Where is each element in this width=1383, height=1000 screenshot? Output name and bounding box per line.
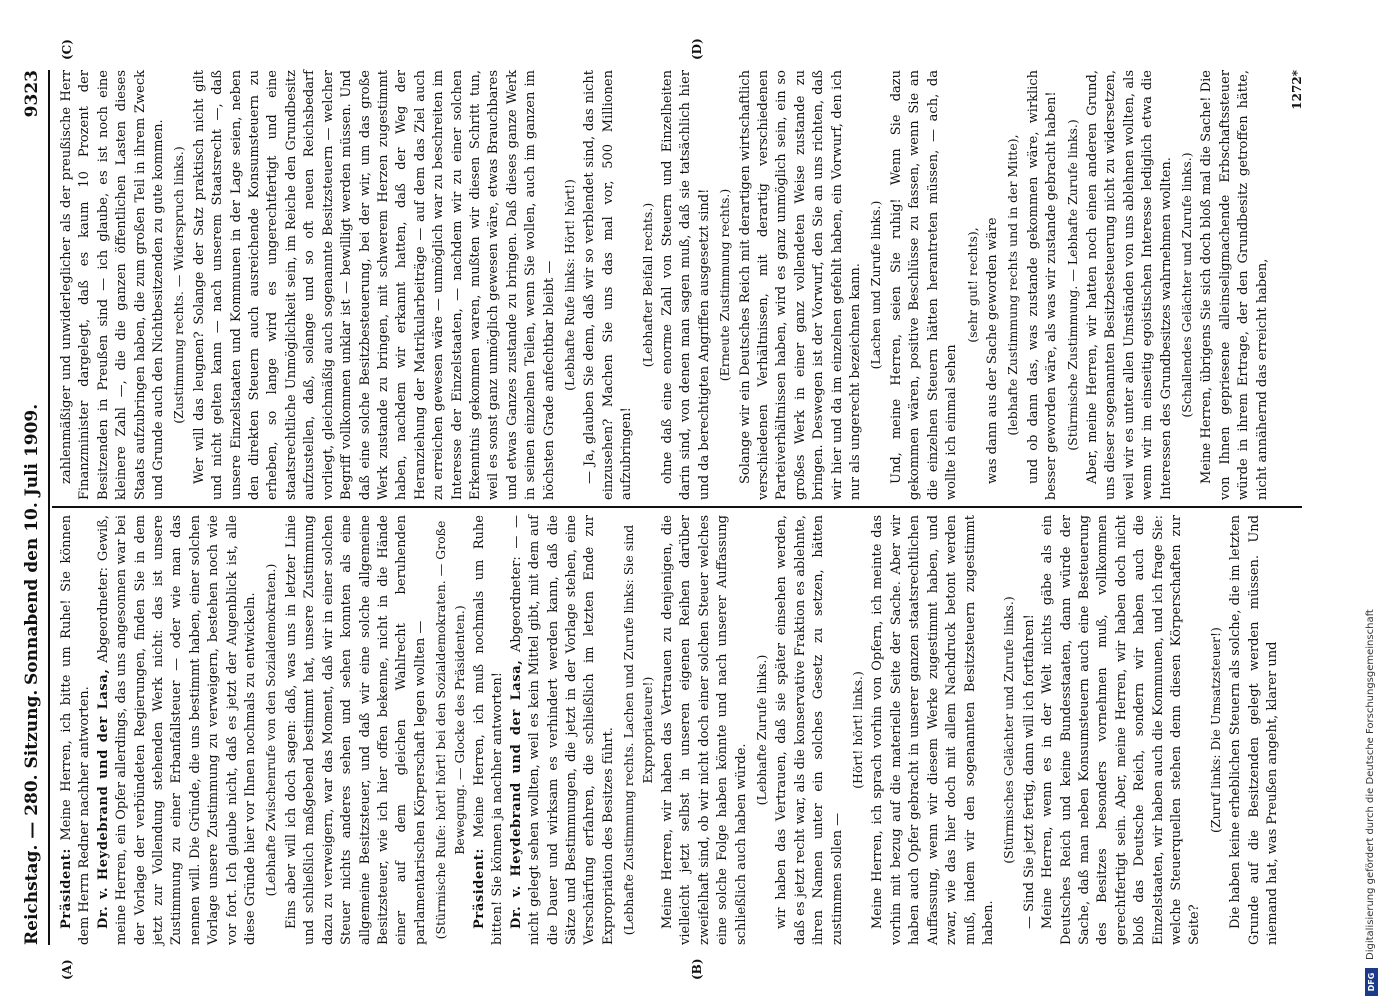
paragraph [581, 70, 636, 500]
paragraph [869, 515, 998, 945]
interjection [1000, 515, 1018, 945]
speaker-name: Präsident: [59, 848, 74, 929]
paragraph [737, 70, 866, 500]
paragraph-text: Abgeordneter: Gewiß, meine Herren, ein Opfer allerdings, das uns angesonnen war bei der Vorlage der verbündeten Regierungen, finden Sie in dem jetzt zur Vollendung stehenden Werk nicht: das ist unsere Zustimmung zu einer Erbanfallsteuer — oder wie man das nennen will. Die Gründe, die uns bestimmt haben, einer solchen Vorlage unsere Zustimmung zu verweigern, bestehen noch wie vor fort. Ich glaube nicht, daß es jetzt der Augenblick ist, alle diese Gründe hier vor Ihnen nochmals zu entwickeln. [95, 515, 259, 945]
paragraph-text: (Lebhafte Rufe links: Hört! hört!) [561, 179, 577, 391]
paragraph [58, 515, 95, 945]
paragraph-text: (Lebhafte Zustimmung rechts. Lachen und Zurufe links: Sie sind Expropriateure!) [621, 524, 655, 936]
paragraph-text: — Sind Sie jetzt fertig, dann will ich fortfahren! [1021, 614, 1037, 929]
paragraph-text: (lebhafte Zustimmung rechts und in der Mitte), [1005, 134, 1021, 436]
paragraph-text: (Zuruf links: Die Umsatzsteuer!) [1207, 627, 1223, 833]
interjection [620, 515, 657, 945]
paragraph-text: (Erneute Zustimmung rechts.) [717, 188, 733, 382]
paragraph-text: Meine Herren, ich sprach vorhin von Opfern, ich meinte das vorhin mit bezug auf die materielle Seite der Sache. Aber wir haben auch Opfer gebracht in unserer ganzen staatsrechtlichen Auffassung, wenn wir diesem Werke zugestimmt haben, und zwar, wie das hier doch mit allem Nachdruck betont werden muß, indem wir den sogenannten Besitzsteuern zugestimmt haben. [870, 515, 996, 945]
paragraph-text: (Lebhafter Beifall rechts.) [639, 202, 655, 368]
paragraph [58, 70, 168, 500]
margin-mark-b: (B) [690, 958, 704, 980]
paragraph [508, 515, 618, 945]
interjection [561, 70, 579, 500]
paragraph [1039, 515, 1205, 945]
paragraph [471, 515, 508, 945]
interjection [170, 70, 188, 500]
interjection [432, 515, 469, 945]
paragraph [888, 70, 962, 500]
paragraph [1227, 515, 1282, 945]
interjection [1064, 70, 1082, 500]
digitization-footer [1362, 0, 1382, 1000]
paragraph [773, 515, 847, 945]
paragraph-text: zahlenmäßiger und unwiderleglicher als der preußische Herr Finanzminister dargelegt, daß es kaum 10 Prozent der Besitzenden in Preußen sind — ich glaube, es ist noch eine kleinere Zahl —, die die ganzen öffentlichen Lasten dieses Staats aufzubringen haben, die zum großen Teil in ihrem Zweck und Grunde auch den Nichtbesitzenden zu gute kommen. [59, 70, 167, 500]
paragraph-text: (sehr gut! rechts), [964, 227, 980, 343]
interjection [867, 70, 885, 500]
paragraph-text: (Hört! hört! links.) [850, 671, 866, 789]
paragraph-text: Meine Herren, übrigens Sie sich doch bloß mal die Sache! Die von Ihnen gepriesene alleinseligmachende Erbschaftssteuer würde in ihrem Ertrage, der den Grundbesitz getroffen hätte, nicht annähernd das erreicht haben, [1199, 70, 1270, 500]
paragraph [1021, 515, 1039, 945]
paragraph-text: Meine Herren, ich muß nochmals um Ruhe bitten! Sie können ja nachher antworten! [471, 515, 506, 945]
paragraph-text: — Ja, glauben Sie denn, daß wir so verblendet sind, das nicht einzusehen? Machen Sie uns das mal vor, 500 Millionen aufzubringen! [582, 70, 635, 500]
paragraph-text: was dann aus der Sache geworden wäre [984, 217, 1000, 484]
paragraph-text: ohne daß eine enorme Zahl von Steuern und Einzelheiten darin sind, von denen man sagen muß, daß sie tatsächlich hier und da berechtigten Angriffen ausgesetzt sind! [660, 70, 712, 500]
interjection [964, 70, 982, 500]
page-number: 9323 [22, 70, 42, 118]
paragraph-text: Aber, meine Herren, wir hatten noch einen anderen Grund, uns dieser sogenannten Besitzbesteuerung nicht zu widersetzen, weil wir es unter allen Umständen von uns ablehnen wollten, als wenn wir im einseitig egoistischen Interesse lediglich etwa die Interessen des Grundbesitzes wahrnehmen wollten. [1084, 70, 1174, 500]
header-left: Reichstag. — 280. Sitzung. [22, 689, 42, 945]
interjection [753, 515, 771, 945]
paragraph [95, 515, 261, 945]
page-header [18, 70, 50, 945]
paragraph-text: (Lebhafte Zwischenrufe von den Sozialdemokraten.) [263, 563, 279, 897]
left-column [58, 515, 1318, 945]
paragraph-text: Wer will das leugnen? Solange der Satz praktisch nicht gilt und nicht gelten kann — nach unserem Staatsrecht —, daß unsere Einzelstaaten und Kommunen in der Lage seien, neben den direkten Steuern auch ausreichende Konsumsteuern zu erheben, so lange wird es ungerechtfertigt und eine staatsrechtliche Unmöglichkeit sein, im Reiche den Grundbesitz aufzustellen, daß, solange und so oft neuen Reichsbedarf vorliegt, gleichmäßig auch sogenannte Besitzsteuern — welcher Begriff vollkommen unklar ist — bewilligt werden müssen. Und daß eine solche Besitzbesteuerung, bei der wir, um das große Werk zustande zu bringen, mit schwerem Herzen zugestimmt haben, nachdem wir erkannt hatten, daß der Weg der Heranziehung der Matrikularbeiträge — auf dem das Ziel auch zu erreichen gewesen wäre — unmöglich war zu beschreiten im Interesse der Einzelstaaten, — nachdem wir zu einer solchen Erkenntnis gekommen waren, mußten wir diesen Schritt tun, weil es sonst ganz unmöglich gewesen wäre, etwas Brauchbares und etwas Ganzes zustande zu bringen. Daß dieses ganze Werk in seinen einzelnen Teilen, wenn Sie wollen, auch im ganzen im höchsten Grade anfechtbar bleibt — [191, 70, 557, 500]
margin-mark-d: (D) [690, 38, 704, 60]
paragraph-text: (Stürmische Zustimmung. — Lebhafte Zurufe links.) [1064, 119, 1080, 451]
paragraph-text: (Zustimmung rechts. — Widerspruch links.) [171, 146, 187, 424]
paragraph [283, 515, 430, 945]
interjection [849, 515, 867, 945]
paragraph-text: (Stürmisches Gelächter und Zurufe links.) [1001, 596, 1017, 864]
interjection [262, 515, 280, 945]
interjection [1207, 515, 1225, 945]
margin-mark-c: (C) [60, 39, 74, 60]
paragraph-text: (Lachen und Zurufe links.) [868, 200, 884, 370]
paragraph-text: (Schallendes Gelächter und Zurufe links.) [1178, 152, 1194, 418]
dfg-logo: DFG [1365, 968, 1378, 996]
paragraph [1198, 70, 1272, 500]
paragraph-text: Meine Herren, wenn es in der Welt nichts gäbe als ein Deutsches Reich und keine Bundesstaaten, dann würde der Sache, daß man neben Konsumsteuern auch eine Besteuerung des Besitzes besonders vornehmen muß, vollkommen gerechtfertigt sein. Aber, meine Herren, wir haben doch nicht bloß das Deutsche Reich, sondern wir haben auch die Einzelstaaten, wir haben auch die Kommunen, und ich frage Sie: welche Steuerquellen stehen denn diesen Körperschaften zur Seite? [1040, 515, 1203, 945]
right-column [58, 70, 1318, 500]
paragraph-text: Meine Herren, wir haben das Vertrauen zu denjenigen, die vielleicht jetzt selbst in unseren eigenen Reihen darüber zweifelhaft sind, ob wir nicht doch einer solchen Steuer welches eine solche Folge haben könnte und nach unserer Auffassung schließlich auch haben würde. [660, 515, 749, 945]
sheet-signature: 1272* [1290, 70, 1304, 110]
paragraph-text: wir haben das Vertrauen, daß sie später einsehen werden, daß es jetzt recht war, als die konservative Fraktion es ablehnte, ihren Namen unter ein solches Gesetz zu setzen, hätten zustimmen sollen — [774, 515, 845, 945]
paragraph-text: Die haben keine erheblichen Steuern als solche, die im letzten Grunde auf die Besitzenden gelegt werden müssen. Und niemand hat, was Preußen angeht, klarer und [1228, 515, 1280, 945]
header-center: Sonnabend den 10. Juli 1909. [22, 403, 42, 685]
footer-credit: Digitalisierung gefördert durch die Deutsche Forschungsgemeinschaft [1365, 609, 1376, 960]
interjection [1178, 70, 1196, 500]
paragraph [1084, 70, 1176, 500]
column-divider [52, 506, 1302, 508]
speaker-name: Präsident: [471, 848, 487, 929]
paragraph-text: Abgeordneter: — — nicht gelegt sehen wollten, weil es kein Mittel gibt, mit dem auf die Dauer und wirksam es verhindert werden kann, daß die Sätze und Bestimmungen, die jetzt in der Vorlage stehen, eine Verschärfung erfahren, die schließlich im letzten Ende zur Expropriation des Besitzes führt. [508, 515, 616, 945]
paragraph-text: Eins aber will ich doch sagen: daß, was uns in letzter Linie und schließlich maßgebend bestimmt hat, unsere Zustimmung dazu zu verweigern, war das Moment, daß wir in einer solchen Steuer nichts anderes sehen und sehen konnten als eine allgemeine Besitzsteuer, und daß wir eine solche allgemeine Besitzsteuer, wie ich hier offen bekenne, nicht in die Hände einer auf dem gleichen Wahlrecht beruhenden parlamentarischen Körperschaft legen wollten — [283, 515, 428, 945]
interjection [716, 70, 734, 500]
paragraph [1025, 70, 1062, 500]
paragraph [984, 70, 1002, 500]
paragraph-text: (Lebhafte Zurufe links.) [754, 654, 770, 806]
interjection [639, 70, 657, 500]
margin-mark-a: (A) [60, 959, 74, 980]
paragraph [659, 70, 714, 500]
paragraph-text: Meine Herren, ich bitte um Ruhe! Sie können dem Herrn Redner nachher antworten. [59, 515, 93, 945]
interjection [1004, 70, 1022, 500]
speaker-name: Dr. v. Heydebrand und der Lasa, [508, 659, 524, 929]
paragraph [191, 70, 559, 500]
paragraph-text: und ob dann das, was zustande gekommen wäre, wirklich besser geworden wäre, als was wir zustande gebracht haben! [1025, 70, 1060, 500]
paragraph [659, 515, 751, 945]
speaker-name: Dr. v. Heydebrand und der Lasa, [95, 668, 111, 929]
paragraph-text: (Stürmische Rufe: hört! hört! bei den Sozialdemokraten. — Große Bewegung. — Glocke des Präsidenten.) [433, 520, 467, 940]
paragraph-text: Solange wir ein Deutsches Reich mit derartigen wirtschaftlich verschiedenen Verhältnissen, mit derartig verschiedenen Parteiverhältnissen haben, wird es ganz unmöglich sein, ein so großes Werk in einer ganz vollendeten Weise zustande zu bringen. Deswegen ist der Vorwurf, den Sie an uns richten, daß wir hier und da im einzelnen gefehlt haben, ein Vorwurf, den ich nur als ungerecht bezeichnen kann. [737, 70, 864, 500]
paragraph-text: Und, meine Herren, seien Sie ruhig! Wenn Sie dazu gekommen wären, positive Beschlüsse zu fassen, wenn Sie an die einzelnen Steuern hätten herantreten müssen, — ach, da wollte ich einmal sehen [888, 70, 960, 500]
